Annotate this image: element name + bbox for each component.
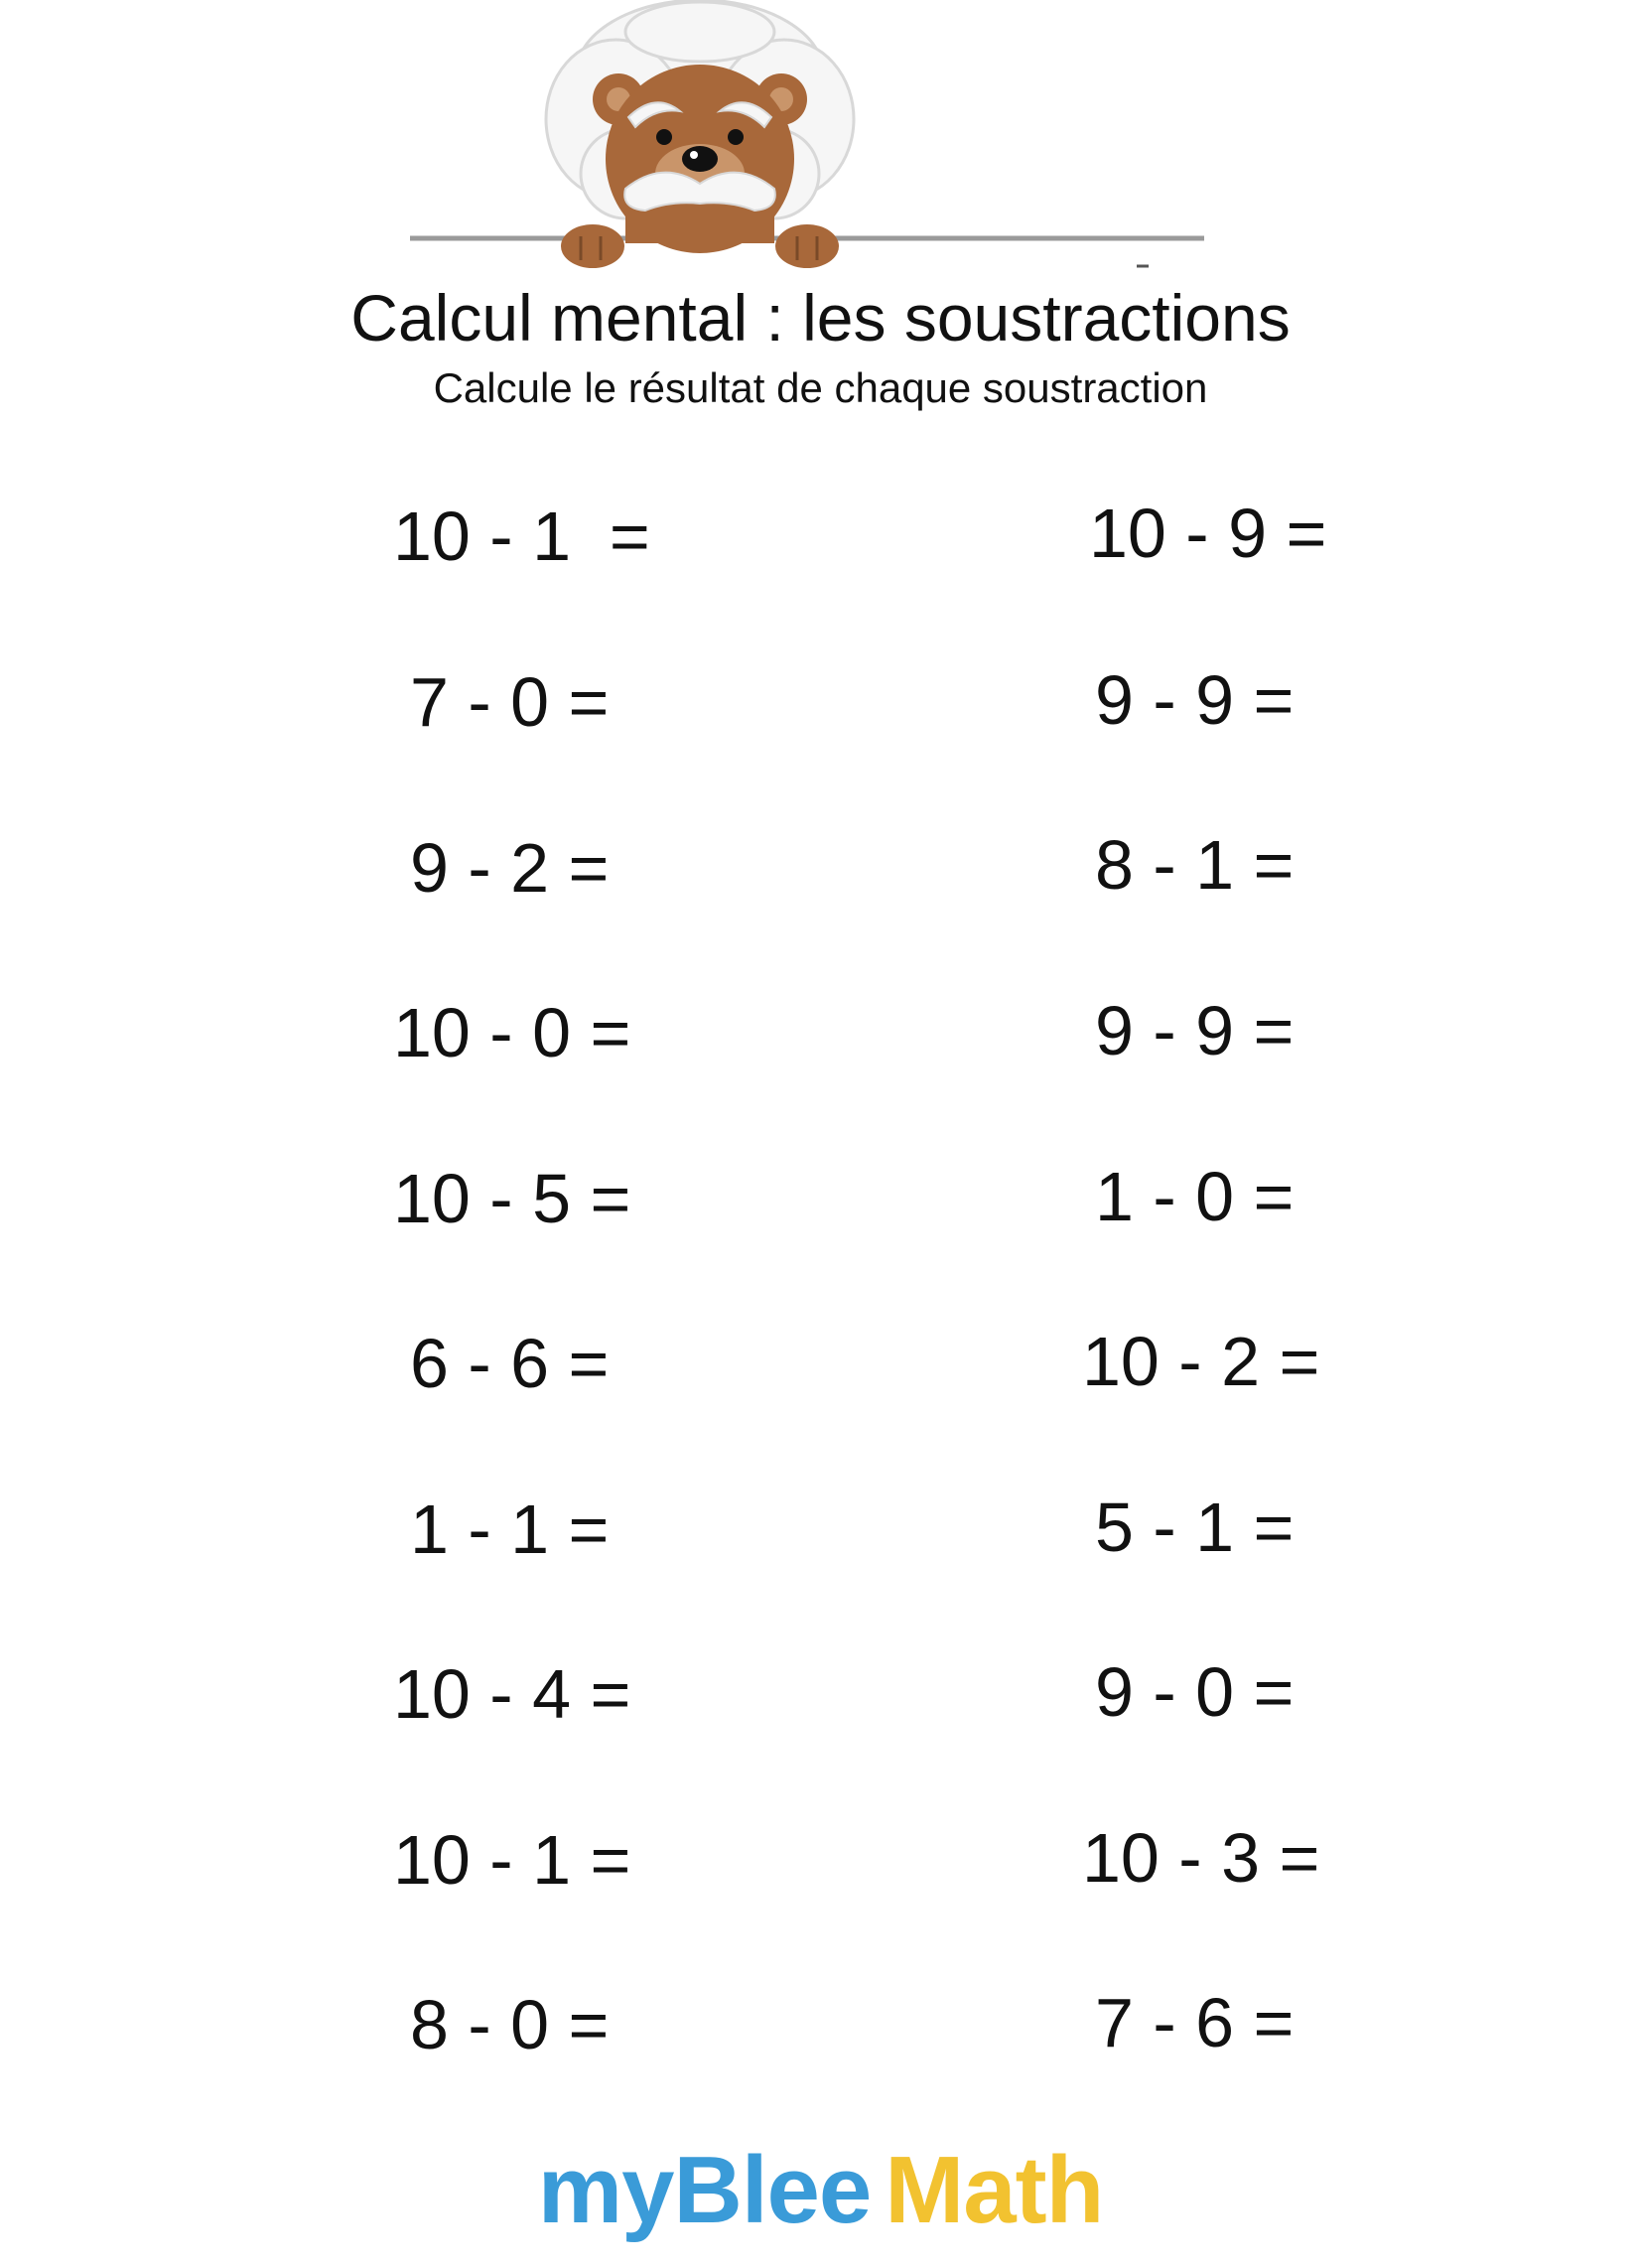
brand-logo-part-2: Math (885, 2137, 1104, 2243)
exercise-left-3: 9 - 2 = (410, 829, 610, 907)
exercise-left-7: 1 - 1 = (410, 1490, 610, 1568)
exercise-right-8: 9 - 0 = (1095, 1653, 1295, 1731)
exercise-right-2: 9 - 9 = (1095, 661, 1295, 739)
exercise-right-4: 9 - 9 = (1095, 992, 1295, 1069)
exercise-right-5: 1 - 0 = (1095, 1158, 1295, 1235)
exercise-left-5: 10 - 5 = (393, 1160, 631, 1237)
exercise-left-1: 10 - 1 = (393, 497, 650, 575)
page-subtitle: Calcule le résultat de chaque soustraction (433, 364, 1208, 411)
brand-logo (0, 2137, 1641, 2243)
page-title: Calcul mental : les soustractions (350, 281, 1291, 354)
exercise-left-2: 7 - 0 = (410, 663, 610, 741)
exercise-right-6: 10 - 2 = (1082, 1323, 1320, 1400)
exercise-left-8: 10 - 4 = (393, 1655, 631, 1733)
exercise-right-3: 8 - 1 = (1095, 826, 1295, 904)
exercise-right-9: 10 - 3 = (1082, 1819, 1320, 1897)
exercise-left-4: 10 - 0 = (393, 994, 631, 1071)
exercise-right-1: 10 - 9 = (1089, 495, 1327, 572)
exercise-left-9: 10 - 1 = (393, 1821, 631, 1899)
bear-mascot-icon (402, 0, 1236, 273)
exercise-right-7: 5 - 1 = (1095, 1488, 1295, 1566)
exercise-left-10: 8 - 0 = (410, 1986, 610, 2063)
exercise-left-6: 6 - 6 = (410, 1325, 610, 1402)
brand-logo-part-1: myBlee (537, 2137, 872, 2243)
exercise-right-10: 7 - 6 = (1095, 1984, 1295, 2061)
